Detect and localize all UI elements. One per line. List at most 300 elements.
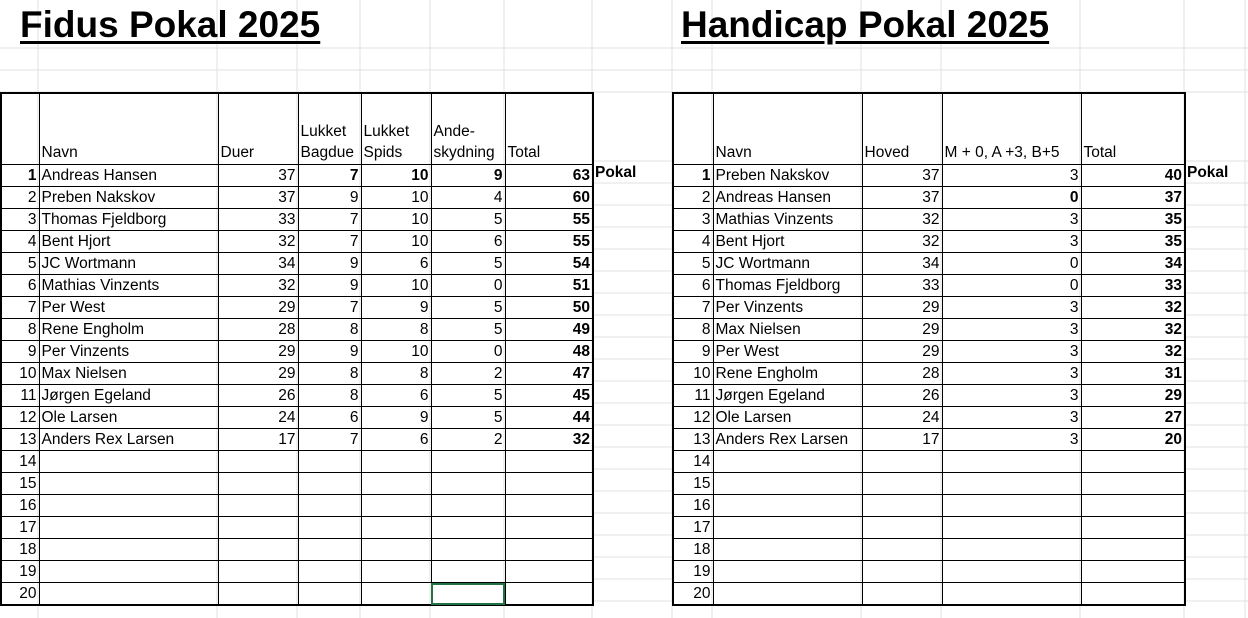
handicap-cell-mod[interactable] (942, 583, 1081, 606)
fidus-cell-total[interactable]: 48 (505, 341, 593, 363)
fidus-cell-ande[interactable]: 5 (431, 297, 505, 319)
handicap-cell-navn[interactable]: Andreas Hansen (713, 187, 862, 209)
fidus-cell-ande[interactable]: 2 (431, 429, 505, 451)
fidus-cell-bagdue[interactable] (298, 451, 361, 473)
handicap-row-number[interactable]: 1 (673, 165, 713, 187)
handicap-cell-mod[interactable] (942, 495, 1081, 517)
handicap-table-row (673, 275, 1185, 297)
fidus-cell-duer[interactable]: 32 (218, 231, 298, 253)
fidus-header-row (1, 93, 593, 165)
handicap-cell-total[interactable] (1081, 539, 1185, 561)
fidus-cell-spids[interactable] (361, 583, 431, 606)
fidus-cell-duer[interactable]: 29 (218, 363, 298, 385)
handicap-cell-navn[interactable] (713, 473, 862, 495)
fidus-row-number[interactable]: 17 (1, 517, 39, 539)
fidus-cell-spids[interactable]: 10 (361, 209, 431, 231)
handicap-cell-hoved[interactable] (862, 495, 942, 517)
handicap-cell-hoved[interactable] (862, 583, 942, 606)
fidus-cell-spids[interactable]: 10 (361, 231, 431, 253)
fidus-cell-ande[interactable] (431, 539, 505, 561)
handicap-header-num[interactable] (673, 93, 713, 165)
handicap-cell-hoved[interactable]: 32 (862, 231, 942, 253)
handicap-header-total[interactable]: Total (1081, 93, 1185, 165)
fidus-cell-bagdue[interactable]: 9 (298, 341, 361, 363)
fidus-cell-ande[interactable] (431, 473, 505, 495)
handicap-row-number[interactable]: 3 (673, 209, 713, 231)
handicap-cell-total[interactable]: 27 (1081, 407, 1185, 429)
fidus-row-number[interactable]: 14 (1, 451, 39, 473)
fidus-cell-navn[interactable] (39, 517, 218, 539)
fidus-cell-bagdue[interactable]: 7 (298, 209, 361, 231)
fidus-cell-duer[interactable] (218, 517, 298, 539)
handicap-table-row (673, 187, 1185, 209)
handicap-cell-total[interactable]: 29 (1081, 385, 1185, 407)
handicap-table-row (673, 517, 1185, 539)
handicap-row-number[interactable]: 19 (673, 561, 713, 583)
handicap-cell-navn[interactable]: Anders Rex Larsen (713, 429, 862, 451)
fidus-cell-duer[interactable]: 37 (218, 165, 298, 187)
handicap-row-number[interactable]: 4 (673, 231, 713, 253)
fidus-cell-duer[interactable]: 37 (218, 187, 298, 209)
handicap-cell-total[interactable]: 33 (1081, 275, 1185, 297)
fidus-pokal-label[interactable]: Pokal (595, 164, 637, 181)
fidus-cell-total[interactable]: 55 (505, 209, 593, 231)
handicap-cell-total[interactable]: 32 (1081, 341, 1185, 363)
handicap-cell-hoved[interactable]: 26 (862, 385, 942, 407)
handicap-cell-total[interactable] (1081, 517, 1185, 539)
fidus-cell-bagdue[interactable] (298, 517, 361, 539)
handicap-row-number[interactable]: 10 (673, 363, 713, 385)
fidus-cell-ande[interactable] (431, 517, 505, 539)
handicap-header-row (673, 93, 1185, 165)
handicap-header-navn[interactable]: Navn (713, 93, 862, 165)
handicap-cell-navn[interactable] (713, 561, 862, 583)
handicap-cell-navn[interactable]: Mathias Vinzents (713, 209, 862, 231)
fidus-cell-total[interactable] (505, 451, 593, 473)
handicap-table-row (673, 165, 1185, 187)
handicap-cell-mod[interactable]: 3 (942, 297, 1081, 319)
handicap-cell-navn[interactable]: Bent Hjort (713, 231, 862, 253)
fidus-table-row (1, 341, 593, 363)
handicap-pokal-label[interactable]: Pokal (1187, 164, 1229, 181)
fidus-cell-bagdue[interactable]: 8 (298, 319, 361, 341)
fidus-cell-total[interactable]: 45 (505, 385, 593, 407)
fidus-cell-ande[interactable] (431, 495, 505, 517)
fidus-row-number[interactable]: 7 (1, 297, 39, 319)
fidus-cell-total[interactable]: 32 (505, 429, 593, 451)
handicap-row-number[interactable]: 15 (673, 473, 713, 495)
handicap-cell-navn[interactable]: Rene Engholm (713, 363, 862, 385)
handicap-row-number[interactable]: 7 (673, 297, 713, 319)
handicap-cell-total[interactable] (1081, 583, 1185, 606)
handicap-row-number[interactable]: 17 (673, 517, 713, 539)
fidus-cell-total[interactable] (505, 539, 593, 561)
fidus-cell-ande[interactable]: 9 (431, 165, 505, 187)
fidus-table (0, 92, 594, 606)
fidus-cell-bagdue[interactable] (298, 473, 361, 495)
fidus-cell-spids[interactable]: 8 (361, 319, 431, 341)
fidus-cell-duer[interactable]: 26 (218, 385, 298, 407)
fidus-cell-total[interactable]: 60 (505, 187, 593, 209)
handicap-cell-mod[interactable] (942, 517, 1081, 539)
handicap-cell-total[interactable]: 32 (1081, 319, 1185, 341)
handicap-cell-hoved[interactable]: 29 (862, 341, 942, 363)
fidus-cell-navn[interactable] (39, 583, 218, 606)
fidus-table-row (1, 297, 593, 319)
fidus-cell-duer[interactable] (218, 451, 298, 473)
fidus-table-row (1, 561, 593, 583)
handicap-table-row (673, 297, 1185, 319)
fidus-cell-duer[interactable] (218, 473, 298, 495)
fidus-header-ande[interactable]: Ande-skydning (431, 93, 505, 165)
fidus-cell-ande[interactable]: 5 (431, 209, 505, 231)
handicap-cell-navn[interactable]: Preben Nakskov (713, 165, 862, 187)
fidus-table-row (1, 517, 593, 539)
handicap-cell-mod[interactable]: 3 (942, 341, 1081, 363)
fidus-cell-total[interactable] (505, 495, 593, 517)
fidus-header-spids[interactable]: Lukket Spids (361, 93, 431, 165)
fidus-cell-spids[interactable]: 10 (361, 275, 431, 297)
fidus-cell-total[interactable]: 44 (505, 407, 593, 429)
handicap-cell-hoved[interactable] (862, 517, 942, 539)
fidus-table-row (1, 275, 593, 297)
fidus-cell-total[interactable] (505, 517, 593, 539)
handicap-cell-total[interactable]: 37 (1081, 187, 1185, 209)
fidus-cell-spids[interactable] (361, 473, 431, 495)
fidus-cell-spids[interactable]: 9 (361, 407, 431, 429)
handicap-cell-hoved[interactable]: 37 (862, 165, 942, 187)
fidus-header-navn[interactable]: Navn (39, 93, 218, 165)
fidus-cell-navn[interactable] (39, 495, 218, 517)
fidus-cell-total[interactable] (505, 473, 593, 495)
fidus-header-duer[interactable]: Duer (218, 93, 298, 165)
fidus-cell-bagdue[interactable] (298, 539, 361, 561)
fidus-cell-duer[interactable]: 24 (218, 407, 298, 429)
fidus-cell-bagdue[interactable]: 9 (298, 253, 361, 275)
fidus-cell-total[interactable]: 49 (505, 319, 593, 341)
fidus-table-row (1, 253, 593, 275)
fidus-cell-spids[interactable]: 10 (361, 187, 431, 209)
fidus-cell-bagdue[interactable]: 6 (298, 407, 361, 429)
fidus-cell-navn[interactable]: Preben Nakskov (39, 187, 218, 209)
handicap-table-row (673, 363, 1185, 385)
fidus-row-number[interactable]: 13 (1, 429, 39, 451)
handicap-row-number[interactable]: 11 (673, 385, 713, 407)
handicap-table-row (673, 561, 1185, 583)
fidus-cell-navn[interactable] (39, 539, 218, 561)
handicap-header-mod[interactable]: M + 0, A +3, B+5 (942, 93, 1081, 165)
handicap-table-row (673, 495, 1185, 517)
handicap-cell-mod[interactable]: 0 (942, 187, 1081, 209)
fidus-table-row (1, 231, 593, 253)
fidus-cell-ande[interactable]: 6 (431, 231, 505, 253)
handicap-cell-navn[interactable] (713, 451, 862, 473)
fidus-cell-bagdue[interactable]: 7 (298, 297, 361, 319)
handicap-cell-mod[interactable] (942, 451, 1081, 473)
handicap-cell-hoved[interactable] (862, 539, 942, 561)
fidus-cell-navn[interactable]: Ole Larsen (39, 407, 218, 429)
fidus-cell-ande[interactable]: 5 (431, 407, 505, 429)
fidus-row-number[interactable]: 15 (1, 473, 39, 495)
handicap-cell-hoved[interactable] (862, 561, 942, 583)
fidus-cell-total[interactable]: 54 (505, 253, 593, 275)
handicap-cell-mod[interactable]: 3 (942, 319, 1081, 341)
fidus-row-number[interactable]: 10 (1, 363, 39, 385)
handicap-cell-navn[interactable]: Max Nielsen (713, 319, 862, 341)
handicap-cell-hoved[interactable]: 24 (862, 407, 942, 429)
handicap-cell-total[interactable]: 35 (1081, 231, 1185, 253)
fidus-table-row (1, 319, 593, 341)
fidus-cell-spids[interactable]: 6 (361, 253, 431, 275)
fidus-cell-total[interactable]: 51 (505, 275, 593, 297)
fidus-cell-bagdue[interactable]: 9 (298, 275, 361, 297)
handicap-cell-total[interactable]: 32 (1081, 297, 1185, 319)
handicap-table-row (673, 231, 1185, 253)
fidus-cell-duer[interactable] (218, 539, 298, 561)
handicap-row-number[interactable]: 18 (673, 539, 713, 561)
fidus-cell-navn[interactable]: Rene Engholm (39, 319, 218, 341)
fidus-row-number[interactable]: 9 (1, 341, 39, 363)
handicap-cell-mod[interactable] (942, 473, 1081, 495)
fidus-cell-bagdue[interactable]: 7 (298, 429, 361, 451)
handicap-header-hoved[interactable]: Hoved (862, 93, 942, 165)
handicap-cell-navn[interactable] (713, 583, 862, 606)
fidus-cell-navn[interactable]: Mathias Vinzents (39, 275, 218, 297)
handicap-cell-total[interactable] (1081, 495, 1185, 517)
handicap-cell-hoved[interactable] (862, 451, 942, 473)
fidus-cell-ande[interactable]: 5 (431, 385, 505, 407)
handicap-cell-hoved[interactable]: 17 (862, 429, 942, 451)
fidus-cell-duer[interactable] (218, 495, 298, 517)
fidus-cell-bagdue[interactable]: 7 (298, 165, 361, 187)
fidus-table-row (1, 363, 593, 385)
fidus-header-total[interactable]: Total (505, 93, 593, 165)
fidus-cell-ande[interactable]: 0 (431, 341, 505, 363)
handicap-cell-total[interactable]: 20 (1081, 429, 1185, 451)
handicap-cell-hoved[interactable]: 29 (862, 319, 942, 341)
handicap-table-row (673, 473, 1185, 495)
fidus-cell-duer[interactable]: 34 (218, 253, 298, 275)
handicap-row-number[interactable]: 6 (673, 275, 713, 297)
handicap-cell-navn[interactable] (713, 495, 862, 517)
fidus-table-row (1, 407, 593, 429)
fidus-cell-ande[interactable] (431, 451, 505, 473)
fidus-header-bagdue[interactable]: Lukket Bagdue (298, 93, 361, 165)
fidus-row-number[interactable]: 8 (1, 319, 39, 341)
handicap-row-number[interactable]: 20 (673, 583, 713, 606)
fidus-table-row (1, 187, 593, 209)
fidus-table-row (1, 539, 593, 561)
fidus-row-number[interactable]: 2 (1, 187, 39, 209)
handicap-cell-mod[interactable]: 3 (942, 209, 1081, 231)
fidus-cell-navn[interactable]: Max Nielsen (39, 363, 218, 385)
fidus-cell-spids[interactable]: 9 (361, 297, 431, 319)
handicap-table-row (673, 407, 1185, 429)
fidus-cell-navn[interactable]: Thomas Fjeldborg (39, 209, 218, 231)
handicap-cell-mod[interactable] (942, 561, 1081, 583)
fidus-cell-total[interactable]: 63 (505, 165, 593, 187)
fidus-cell-navn[interactable]: Andreas Hansen (39, 165, 218, 187)
fidus-table-row (1, 165, 593, 187)
fidus-row-number[interactable]: 19 (1, 561, 39, 583)
handicap-table (672, 92, 1186, 606)
handicap-cell-total[interactable] (1081, 561, 1185, 583)
fidus-cell-ande[interactable]: 5 (431, 319, 505, 341)
fidus-row-number[interactable]: 6 (1, 275, 39, 297)
fidus-cell-spids[interactable]: 10 (361, 341, 431, 363)
fidus-cell-navn[interactable]: Bent Hjort (39, 231, 218, 253)
fidus-cell-bagdue[interactable] (298, 583, 361, 606)
handicap-table-row (673, 209, 1185, 231)
handicap-cell-mod[interactable]: 0 (942, 253, 1081, 275)
handicap-cell-navn[interactable]: Per Vinzents (713, 297, 862, 319)
handicap-cell-mod[interactable]: 3 (942, 231, 1081, 253)
fidus-cell-navn[interactable] (39, 561, 218, 583)
fidus-cell-ande[interactable]: 0 (431, 275, 505, 297)
handicap-table-row (673, 583, 1185, 606)
handicap-cell-total[interactable]: 40 (1081, 165, 1185, 187)
handicap-row-number[interactable]: 16 (673, 495, 713, 517)
fidus-cell-bagdue[interactable]: 7 (298, 231, 361, 253)
fidus-table-row (1, 495, 593, 517)
fidus-cell-spids[interactable] (361, 561, 431, 583)
fidus-cell-spids[interactable]: 8 (361, 363, 431, 385)
fidus-cell-navn[interactable] (39, 451, 218, 473)
fidus-cell-duer[interactable]: 17 (218, 429, 298, 451)
fidus-cell-ande[interactable]: 2 (431, 363, 505, 385)
handicap-row-number[interactable]: 9 (673, 341, 713, 363)
fidus-cell-spids[interactable] (361, 495, 431, 517)
handicap-cell-navn[interactable]: Thomas Fjeldborg (713, 275, 862, 297)
handicap-cell-navn[interactable]: Jørgen Egeland (713, 385, 862, 407)
handicap-cell-hoved[interactable]: 33 (862, 275, 942, 297)
fidus-cell-duer[interactable]: 29 (218, 297, 298, 319)
handicap-row-number[interactable]: 8 (673, 319, 713, 341)
fidus-row-number[interactable]: 5 (1, 253, 39, 275)
handicap-row-number[interactable]: 5 (673, 253, 713, 275)
handicap-table-row (673, 253, 1185, 275)
handicap-table-row (673, 451, 1185, 473)
fidus-cell-navn[interactable]: Anders Rex Larsen (39, 429, 218, 451)
handicap-cell-mod[interactable]: 0 (942, 275, 1081, 297)
fidus-row-number[interactable]: 3 (1, 209, 39, 231)
handicap-cell-total[interactable] (1081, 451, 1185, 473)
handicap-cell-mod[interactable]: 3 (942, 407, 1081, 429)
fidus-row-number[interactable]: 18 (1, 539, 39, 561)
fidus-row-number[interactable]: 4 (1, 231, 39, 253)
handicap-title: Handicap Pokal 2025 (681, 4, 1050, 45)
fidus-cell-spids[interactable] (361, 451, 431, 473)
fidus-table-row (1, 473, 593, 495)
fidus-cell-bagdue[interactable]: 9 (298, 187, 361, 209)
handicap-cell-total[interactable]: 31 (1081, 363, 1185, 385)
fidus-cell-duer[interactable]: 28 (218, 319, 298, 341)
handicap-row-number[interactable]: 13 (673, 429, 713, 451)
fidus-table-row (1, 583, 593, 606)
fidus-cell-navn[interactable]: Jørgen Egeland (39, 385, 218, 407)
fidus-cell-spids[interactable] (361, 517, 431, 539)
fidus-title: Fidus Pokal 2025 (20, 4, 321, 45)
fidus-cell-spids[interactable]: 10 (361, 165, 431, 187)
handicap-cell-mod[interactable]: 3 (942, 165, 1081, 187)
handicap-cell-navn[interactable] (713, 539, 862, 561)
fidus-row-number[interactable]: 20 (1, 583, 39, 606)
fidus-cell-total[interactable]: 55 (505, 231, 593, 253)
fidus-cell-spids[interactable]: 6 (361, 429, 431, 451)
handicap-cell-hoved[interactable]: 28 (862, 363, 942, 385)
handicap-cell-navn[interactable]: JC Wortmann (713, 253, 862, 275)
handicap-cell-mod[interactable] (942, 539, 1081, 561)
handicap-cell-mod[interactable]: 3 (942, 429, 1081, 451)
handicap-cell-navn[interactable]: Ole Larsen (713, 407, 862, 429)
handicap-table-row (673, 429, 1185, 451)
fidus-cell-total[interactable]: 47 (505, 363, 593, 385)
handicap-cell-total[interactable]: 35 (1081, 209, 1185, 231)
handicap-table-row (673, 341, 1185, 363)
fidus-table-row (1, 209, 593, 231)
fidus-cell-duer[interactable] (218, 561, 298, 583)
handicap-cell-hoved[interactable]: 37 (862, 187, 942, 209)
fidus-cell-bagdue[interactable]: 8 (298, 363, 361, 385)
handicap-row-number[interactable]: 2 (673, 187, 713, 209)
fidus-header-num[interactable] (1, 93, 39, 165)
handicap-cell-hoved[interactable]: 32 (862, 209, 942, 231)
fidus-row-number[interactable]: 11 (1, 385, 39, 407)
fidus-table-row (1, 429, 593, 451)
fidus-cell-bagdue[interactable] (298, 495, 361, 517)
fidus-cell-duer[interactable]: 29 (218, 341, 298, 363)
fidus-table-row (1, 385, 593, 407)
fidus-table-row (1, 451, 593, 473)
fidus-row-number[interactable]: 1 (1, 165, 39, 187)
fidus-cell-ande[interactable] (431, 561, 505, 583)
fidus-cell-total[interactable]: 50 (505, 297, 593, 319)
fidus-cell-bagdue[interactable] (298, 561, 361, 583)
fidus-cell-bagdue[interactable]: 8 (298, 385, 361, 407)
fidus-cell-spids[interactable] (361, 539, 431, 561)
handicap-cell-navn[interactable]: Per West (713, 341, 862, 363)
fidus-cell-duer[interactable]: 32 (218, 275, 298, 297)
handicap-cell-hoved[interactable]: 29 (862, 297, 942, 319)
fidus-cell-total[interactable] (505, 561, 593, 583)
fidus-cell-spids[interactable]: 6 (361, 385, 431, 407)
fidus-row-number[interactable]: 12 (1, 407, 39, 429)
fidus-cell-duer[interactable] (218, 583, 298, 606)
handicap-table-row (673, 319, 1185, 341)
fidus-cell-navn[interactable]: Per Vinzents (39, 341, 218, 363)
fidus-cell-navn[interactable]: JC Wortmann (39, 253, 218, 275)
handicap-cell-mod[interactable]: 3 (942, 385, 1081, 407)
fidus-cell-ande[interactable]: 4 (431, 187, 505, 209)
fidus-cell-ande[interactable]: 5 (431, 253, 505, 275)
fidus-cell-duer[interactable]: 33 (218, 209, 298, 231)
handicap-cell-total[interactable] (1081, 473, 1185, 495)
handicap-cell-mod[interactable]: 3 (942, 363, 1081, 385)
handicap-cell-hoved[interactable] (862, 473, 942, 495)
fidus-cell-navn[interactable]: Per West (39, 297, 218, 319)
handicap-table-row (673, 539, 1185, 561)
handicap-row-number[interactable]: 12 (673, 407, 713, 429)
handicap-table-row (673, 385, 1185, 407)
fidus-selected-cell[interactable] (431, 583, 505, 606)
handicap-cell-navn[interactable] (713, 517, 862, 539)
handicap-cell-hoved[interactable]: 34 (862, 253, 942, 275)
handicap-cell-total[interactable]: 34 (1081, 253, 1185, 275)
fidus-cell-total[interactable] (505, 583, 593, 606)
fidus-row-number[interactable]: 16 (1, 495, 39, 517)
fidus-cell-navn[interactable] (39, 473, 218, 495)
handicap-row-number[interactable]: 14 (673, 451, 713, 473)
